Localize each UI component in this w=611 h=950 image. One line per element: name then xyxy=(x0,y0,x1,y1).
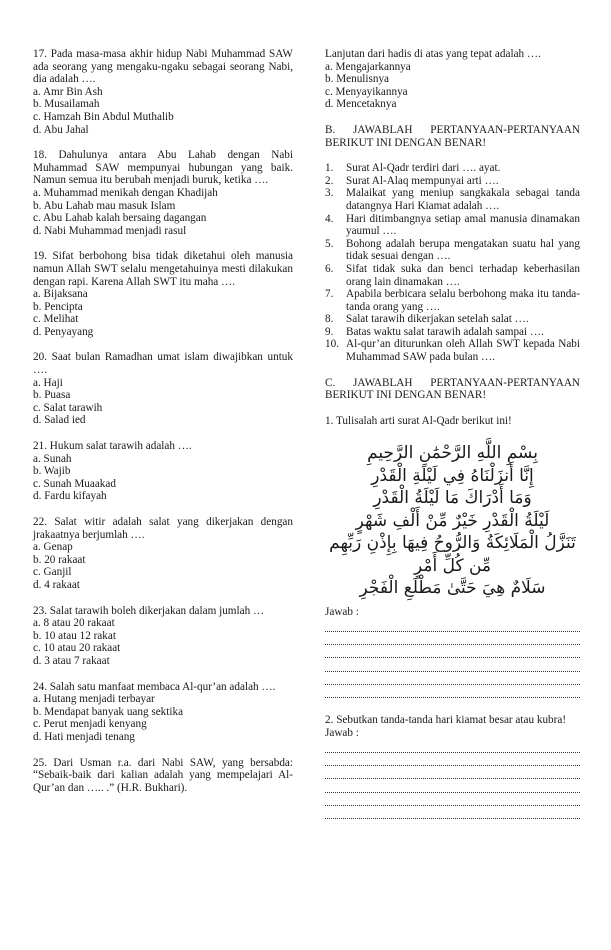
answer-line[interactable] xyxy=(325,766,580,779)
item-number: 6. xyxy=(325,262,334,275)
item-text: Hari ditimbangnya setiap amal manusia dinamakan yaumul …. xyxy=(346,212,580,238)
item-number: 7. xyxy=(325,288,334,301)
list-item xyxy=(325,313,580,326)
question-item xyxy=(33,351,293,427)
question-text: Lanjutan dari hadis di atas yang tepat adalah …. xyxy=(325,48,541,60)
option: c. Sunah Muaakad xyxy=(33,477,116,490)
option: c. Abu Lahab kalah bersaing dagangan xyxy=(33,212,207,225)
arabic-surah-al-qadr xyxy=(325,442,580,600)
list-item xyxy=(325,213,580,238)
answer-line[interactable] xyxy=(325,793,580,806)
question-item xyxy=(33,605,293,668)
answer-line[interactable] xyxy=(325,672,580,685)
item-number: 3. xyxy=(325,187,334,200)
option: b. Mendapat banyak uang sektika xyxy=(33,705,184,718)
option: a. Mengajarkannya xyxy=(325,60,411,73)
item-text: Malaikat yang meniup sangkakala sebagai tanda datangnya Hari Kiamat adalah …. xyxy=(346,187,580,212)
item-text: Al-qur’an diturunkan oleh Allah SWT kepada Nabi Muhammad SAW pada bulan …. xyxy=(346,338,580,364)
option: c. Perut menjadi kenyang xyxy=(33,718,147,731)
answer-line[interactable] xyxy=(325,685,580,698)
question-text: 19. Sifat berbohong bisa tidak diketahui oleh manusia namun Allah SWT selalu mengetahuinya mesti dilakukan dengan rapi. Karena Allah SWT itu maha …. xyxy=(33,250,293,288)
question-text: 23. Salat tarawih boleh dikerjakan dalam jumlah … xyxy=(33,604,265,617)
list-item xyxy=(325,187,580,212)
option: d. Penyayang xyxy=(33,325,94,338)
option: d. Nabi Muhammad menjadi rasul xyxy=(33,224,187,237)
list-item xyxy=(325,326,580,339)
answer-lines-2 xyxy=(325,740,580,820)
answer-line[interactable] xyxy=(325,740,580,753)
left-column xyxy=(33,48,293,807)
option: d. Abu Jahal xyxy=(33,123,89,136)
arabic-verse-line: إِنَّا أَنزَلْنَاهُ فِي لَيْلَةِ الْقَدْرِ xyxy=(371,465,534,486)
right-column xyxy=(325,48,580,819)
arabic-verse-line: بِسْمِ اللَّهِ الرَّحْمَٰنِ الرَّحِيمِ xyxy=(367,443,538,464)
option: c. Ganjil xyxy=(33,566,72,579)
option: b. 20 rakaat xyxy=(33,553,86,566)
option: a. 8 atau 20 rakaat xyxy=(33,617,115,630)
arabic-verse-line: سَلَامٌ هِيَ حَتَّىٰ مَطْلَعِ الْفَجْرِ xyxy=(359,578,546,599)
option: d. Fardu kifayah xyxy=(33,490,107,503)
list-item xyxy=(325,338,580,363)
question-text: 20. Saat bulan Ramadhan umat islam diwajibkan untuk …. xyxy=(33,351,293,377)
option: a. Bijaksana xyxy=(33,288,88,301)
question-text: 18. Dahulunya antara Abu Lahab dengan Nabi Muhammad SAW mempunyai hubungan yang baik. Namun semua itu berubah menjadi buruk, ketika …. xyxy=(33,149,293,187)
option: c. Melihat xyxy=(33,313,79,326)
answer-label-2: Jawab : xyxy=(325,726,359,739)
option: b. Abu Lahab mau masuk Islam xyxy=(33,199,176,212)
option: a. Genap xyxy=(33,541,73,554)
item-number: 2. xyxy=(325,174,334,187)
option: b. Pencipta xyxy=(33,300,83,313)
continued-question xyxy=(325,48,580,111)
item-number: 10. xyxy=(325,338,339,351)
option: c. Salat tarawih xyxy=(33,401,103,414)
question-item xyxy=(33,681,293,744)
answer-line[interactable] xyxy=(325,779,580,792)
question-item xyxy=(33,516,293,592)
option: b. 10 atau 12 rakat xyxy=(33,629,116,642)
question-item xyxy=(33,149,293,237)
question-item xyxy=(33,440,293,503)
option: d. Mencetaknya xyxy=(325,98,397,111)
answer-line[interactable] xyxy=(325,753,580,766)
item-text: Surat Al-Alaq mempunyai arti …. xyxy=(346,174,499,187)
option: b. Puasa xyxy=(33,389,71,402)
option: a. Muhammad menikah dengan Khadijah xyxy=(33,186,218,199)
answer-label-1: Jawab : xyxy=(325,605,359,618)
item-number: 9. xyxy=(325,325,334,338)
item-number: 5. xyxy=(325,237,334,250)
item-text: Sifat tidak suka dan benci terhadap keberhasilan orang lain dinamakan …. xyxy=(346,262,580,288)
option: b. Menulisnya xyxy=(325,73,390,86)
option: a. Haji xyxy=(33,376,63,389)
section-c-question-1: 1. Tulisalah arti surat Al-Qadr berikut ini! xyxy=(325,414,512,427)
answer-line[interactable] xyxy=(325,619,580,632)
answer-line[interactable] xyxy=(325,658,580,671)
arabic-verse-line: وَمَا أَدْرَاكَ مَا لَيْلَةُ الْقَدْرِ xyxy=(373,488,532,509)
list-item xyxy=(325,175,580,188)
question-item xyxy=(33,48,293,136)
section-b-heading: B. JAWABLAH PERTANYAAN-PERTANYAAN BERIKUT INI DENGAN BENAR! xyxy=(325,123,580,149)
option: c. Hamzah Bin Abdul Muthalib xyxy=(33,110,174,123)
option: b. Musailamah xyxy=(33,98,100,111)
question-text: 24. Salah satu manfaat membaca Al-qur’an adalah …. xyxy=(33,680,276,693)
question-item xyxy=(33,250,293,338)
list-item xyxy=(325,162,580,175)
list-item xyxy=(325,263,580,288)
arabic-verse-line: لَيْلَةُ الْقَدْرِ خَيْرٌ مِّنْ أَلْفِ شَهْرٍ xyxy=(355,510,550,531)
answer-line[interactable] xyxy=(325,806,580,819)
question-text: 25. Dari Usman r.a. dari Nabi SAW, yang bersabda: “Sebaik-baik dari kalian adalah yang mempelajari Al-Qur’an dan ….. .” (H.R. Bukhari). xyxy=(33,756,293,794)
answer-line[interactable] xyxy=(325,645,580,658)
item-number: 8. xyxy=(325,313,334,326)
arabic-verse-line: تَنَزَّلُ الْمَلَائِكَةُ وَالرُّوحُ فِيهَا بِإِذْنِ رَبِّهِم مِّن كُلِّ أَمْرٍ xyxy=(329,533,576,576)
answer-lines-1 xyxy=(325,619,580,699)
question-item xyxy=(33,757,293,795)
section-c-question-2: 2. Sebutkan tanda-tanda hari kiamat besar atau kubra! xyxy=(325,714,567,727)
item-text: Salat tarawih dikerjakan setelah salat …. xyxy=(346,313,529,326)
option: a. Hutang menjadi terbayar xyxy=(33,693,155,706)
option: d. 3 atau 7 rakaat xyxy=(33,654,110,667)
item-text: Apabila berbicara selalu berbohong maka itu tanda-tanda orang yang …. xyxy=(346,288,580,313)
answer-line[interactable] xyxy=(325,632,580,645)
item-text: Surat Al-Qadr terdiri dari …. ayat. xyxy=(346,162,501,175)
item-text: Bohong adalah berupa mengatakan suatu hal yang tidak sesuai dengan …. xyxy=(346,237,580,263)
question-text: 22. Salat witir adalah salat yang dikerjakan dengan jrakaatnya berjumlah …. xyxy=(33,516,293,541)
section-c-heading: C. JAWABLAH PERTANYAAN-PERTANYAAN BERIKUT INI DENGAN BENAR! xyxy=(325,376,580,402)
option: d. 4 rakaat xyxy=(33,578,80,591)
item-text: Batas waktu salat tarawih adalah sampai …. xyxy=(346,325,544,338)
option: c. 10 atau 20 rakaat xyxy=(33,642,121,655)
question-text: 17. Pada masa-masa akhir hidup Nabi Muhammad SAW ada seorang yang mengaku-ngaku sebagai seorang Nabi, dia adalah …. xyxy=(33,48,293,86)
section-b-list xyxy=(325,162,580,364)
list-item xyxy=(325,288,580,313)
option: d. Hati menjadi tenang xyxy=(33,730,135,743)
option: a. Sunah xyxy=(33,452,72,465)
option: d. Salad ied xyxy=(33,414,86,427)
item-number: 4. xyxy=(325,212,334,225)
option: b. Wajib xyxy=(33,465,71,478)
item-number: 1. xyxy=(325,162,334,175)
question-text: 21. Hukum salat tarawih adalah …. xyxy=(33,440,192,453)
list-item xyxy=(325,238,580,263)
option: c. Menyayikannya xyxy=(325,85,408,98)
option: a. Amr Bin Ash xyxy=(33,85,103,98)
